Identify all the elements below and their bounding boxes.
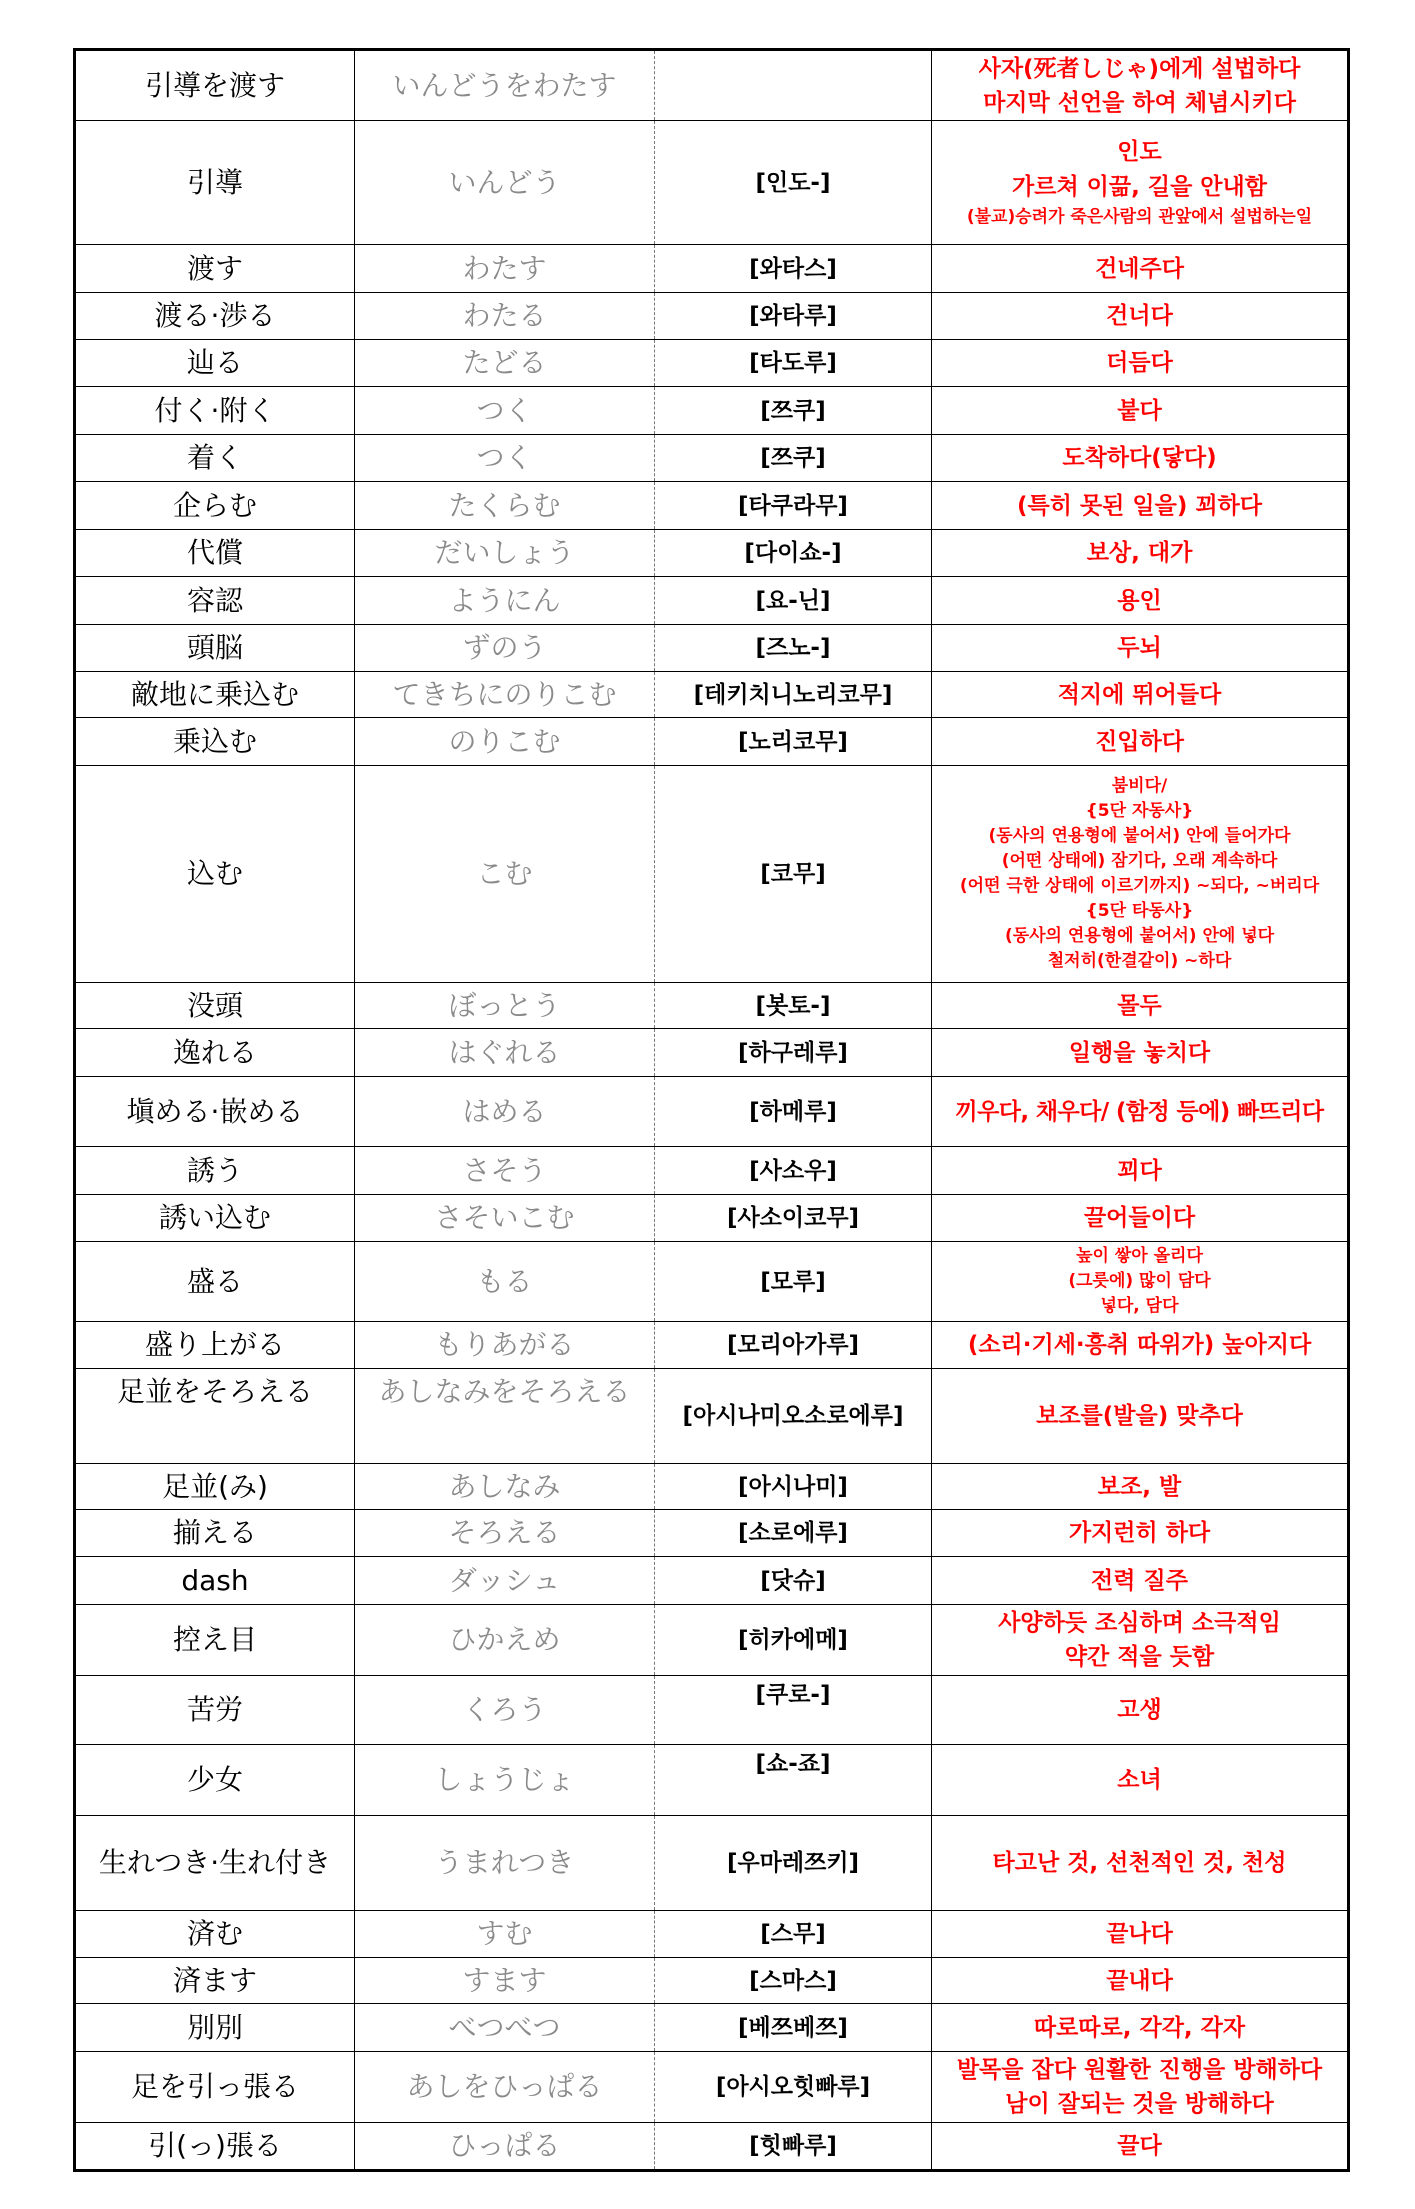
reading-cell: あしをひっぱる [355, 2052, 655, 2123]
meaning-cell: 건너다 [932, 293, 1349, 340]
word-cell: 誘い込む [75, 1195, 355, 1242]
reading-cell: あしなみをそろえる [355, 1369, 655, 1464]
vocab-row [75, 1369, 1349, 1464]
meaning-cell [932, 766, 1349, 983]
reading-cell: たくらむ [355, 482, 655, 530]
meaning-cell: 두뇌 [932, 625, 1349, 672]
meaning-cell [932, 1242, 1349, 1322]
word-cell: 別別 [75, 2004, 355, 2052]
meaning-line: (어떤 극한 상태에 이르기까지) ~되다, ~버리다 [959, 876, 1320, 896]
vocab-row [75, 1816, 1349, 1911]
reading-cell: くろう [355, 1676, 655, 1745]
meaning-line: 남이 잘되는 것을 방해하다 [1005, 2091, 1274, 2117]
meaning-cell: 건네주다 [932, 245, 1349, 293]
word-cell: 済ます [75, 1958, 355, 2004]
meaning-line: 붐비다/ [1111, 776, 1168, 796]
word-cell: 乗込む [75, 718, 355, 766]
vocab-row [75, 1242, 1349, 1322]
vocab-row [75, 50, 1349, 121]
pronunciation-cell: [모리아가루] [655, 1322, 932, 1369]
meaning-line: {5단 타동사} [1085, 901, 1194, 921]
word-cell: 盛る [75, 1242, 355, 1322]
meaning-line: (불교)승려가 죽은사람의 관앞에서 설법하는일 [966, 207, 1313, 227]
vocab-row [75, 766, 1349, 983]
meaning-cell [932, 1605, 1349, 1676]
pronunciation-cell: [쯔쿠] [655, 435, 932, 482]
word-cell: 着く [75, 435, 355, 482]
word-cell: 引(っ)張る [75, 2123, 355, 2171]
meaning-cell: (소리·기세·흥취 따위가) 높아지다 [932, 1322, 1349, 1369]
pronunciation-cell: [힛빠루] [655, 2123, 932, 2171]
reading-cell: あしなみ [355, 1464, 655, 1510]
reading-cell: ようにん [355, 577, 655, 625]
meaning-cell: 고생 [932, 1676, 1349, 1745]
reading-cell: べつべつ [355, 2004, 655, 2052]
word-cell: 頭脳 [75, 625, 355, 672]
word-cell: 足並をそろえる [75, 1369, 355, 1464]
meaning-line: 넣다, 담다 [1100, 1296, 1179, 1316]
word-cell: 渡す [75, 245, 355, 293]
vocab-row [75, 1510, 1349, 1557]
reading-cell: つく [355, 435, 655, 482]
reading-cell: しょうじょ [355, 1745, 655, 1816]
pronunciation-cell: [닷슈] [655, 1557, 932, 1605]
vocab-row [75, 1147, 1349, 1195]
pronunciation-cell: [타쿠라무] [655, 482, 932, 530]
meaning-cell: (특히 못된 일을) 꾀하다 [932, 482, 1349, 530]
vocab-row [75, 1029, 1349, 1077]
vocab-row [75, 1322, 1349, 1369]
word-cell: 没頭 [75, 983, 355, 1029]
meaning-cell: 보조, 발 [932, 1464, 1349, 1510]
pronunciation-cell: [다이쇼-] [655, 530, 932, 577]
meaning-cell: 소녀 [932, 1745, 1349, 1816]
pronunciation-cell: [요-닌] [655, 577, 932, 625]
word-cell: 企らむ [75, 482, 355, 530]
meaning-line: {5단 자동사} [1085, 801, 1194, 821]
vocab-row [75, 245, 1349, 293]
pronunciation-cell: [와타루] [655, 293, 932, 340]
vocab-table [73, 48, 1350, 2172]
pronunciation-cell: [사소우] [655, 1147, 932, 1195]
word-cell: 揃える [75, 1510, 355, 1557]
vocab-row [75, 1676, 1349, 1745]
meaning-line: (어떤 상태에) 잠기다, 오래 계속하다 [1001, 851, 1278, 871]
reading-cell: わたす [355, 245, 655, 293]
meaning-cell: 보상, 대가 [932, 530, 1349, 577]
pronunciation-cell: [쇼-죠] [655, 1745, 932, 1816]
reading-cell: もりあがる [355, 1322, 655, 1369]
meaning-line: 마지막 선언을 하여 체념시키다 [983, 89, 1296, 116]
pronunciation-cell: [노리코무] [655, 718, 932, 766]
pronunciation-cell: [테키치니노리코무] [655, 672, 932, 718]
meaning-line: 높이 쌓아 올리다 [1076, 1246, 1203, 1266]
reading-cell: つく [355, 387, 655, 435]
meaning-line: (동사의 연용형에 붙어서) 안에 들어가다 [988, 826, 1291, 846]
vocab-row [75, 2052, 1349, 2123]
meaning-line: (그릇에) 많이 담다 [1068, 1271, 1211, 1291]
word-cell: 誘う [75, 1147, 355, 1195]
vocab-row [75, 1557, 1349, 1605]
pronunciation-cell: [소로에루] [655, 1510, 932, 1557]
meaning-line: (동사의 연용형에 붙어서) 안에 넣다 [1004, 926, 1275, 946]
meaning-cell: 진입하다 [932, 718, 1349, 766]
reading-cell: もる [355, 1242, 655, 1322]
vocab-row [75, 435, 1349, 482]
meaning-line: 사양하듯 조심하며 소극적임 [998, 1610, 1281, 1636]
vocab-row [75, 340, 1349, 387]
reading-cell: ぼっとう [355, 983, 655, 1029]
reading-cell: はめる [355, 1077, 655, 1147]
vocab-row [75, 1745, 1349, 1816]
vocab-row [75, 1605, 1349, 1676]
reading-cell: すます [355, 1958, 655, 2004]
vocab-row [75, 577, 1349, 625]
reading-cell: ずのう [355, 625, 655, 672]
meaning-cell: 전력 질주 [932, 1557, 1349, 1605]
word-cell: 控え目 [75, 1605, 355, 1676]
word-cell: 引導を渡す [75, 50, 355, 121]
meaning-cell: 따로따로, 각각, 각자 [932, 2004, 1349, 2052]
word-cell: 容認 [75, 577, 355, 625]
word-cell: 盛り上がる [75, 1322, 355, 1369]
meaning-cell [932, 121, 1349, 245]
reading-cell: てきちにのりこむ [355, 672, 655, 718]
vocab-row [75, 672, 1349, 718]
word-cell: 敵地に乗込む [75, 672, 355, 718]
reading-cell: さそいこむ [355, 1195, 655, 1242]
vocab-row [75, 530, 1349, 577]
pronunciation-cell: [쯔쿠] [655, 387, 932, 435]
vocab-row [75, 1195, 1349, 1242]
meaning-cell: 몰두 [932, 983, 1349, 1029]
reading-cell: うまれつき [355, 1816, 655, 1911]
vocab-row [75, 2004, 1349, 2052]
pronunciation-cell: [사소이코무] [655, 1195, 932, 1242]
vocab-row [75, 1464, 1349, 1510]
reading-cell: ひかえめ [355, 1605, 655, 1676]
pronunciation-cell: [스무] [655, 1911, 932, 1958]
meaning-cell: 보조를(발을) 맞추다 [932, 1369, 1349, 1464]
word-cell: 込む [75, 766, 355, 983]
word-cell: 渡る·渉る [75, 293, 355, 340]
pronunciation-cell: [우마레쯔키] [655, 1816, 932, 1911]
pronunciation-cell: [모루] [655, 1242, 932, 1322]
pronunciation-cell: [타도루] [655, 340, 932, 387]
word-cell: 苦労 [75, 1676, 355, 1745]
reading-cell: ダッシュ [355, 1557, 655, 1605]
meaning-line: 사자(死者しじゃ)에게 설법하다 [978, 55, 1301, 82]
pronunciation-cell: [히카에메] [655, 1605, 932, 1676]
pronunciation-cell: [베쯔베쯔] [655, 2004, 932, 2052]
meaning-cell: 용인 [932, 577, 1349, 625]
reading-cell: さそう [355, 1147, 655, 1195]
vocab-row [75, 1077, 1349, 1147]
meaning-cell: 가지런히 하다 [932, 1510, 1349, 1557]
vocab-row [75, 625, 1349, 672]
word-cell: 辿る [75, 340, 355, 387]
reading-cell: ひっぱる [355, 2123, 655, 2171]
meaning-cell: 끼우다, 채우다/ (함정 등에) 빠뜨리다 [932, 1077, 1349, 1147]
meaning-cell [932, 2052, 1349, 2123]
pronunciation-cell: [하메루] [655, 1077, 932, 1147]
pronunciation-cell: [스마스] [655, 1958, 932, 2004]
meaning-cell: 끝나다 [932, 1911, 1349, 1958]
meaning-cell: 끌어들이다 [932, 1195, 1349, 1242]
meaning-cell: 끌다 [932, 2123, 1349, 2171]
reading-cell: だいしょう [355, 530, 655, 577]
vocab-row [75, 1958, 1349, 2004]
word-cell: 代償 [75, 530, 355, 577]
meaning-line: 가르쳐 이끎, 길을 안내함 [1012, 174, 1267, 200]
word-cell: 足並(み) [75, 1464, 355, 1510]
meaning-cell: 꾀다 [932, 1147, 1349, 1195]
meaning-line: 약간 적을 듯함 [1064, 1644, 1215, 1670]
pronunciation-cell: [코무] [655, 766, 932, 983]
reading-cell: いんどうをわたす [355, 50, 655, 121]
pronunciation-cell: [하구레루] [655, 1029, 932, 1077]
vocab-row [75, 2123, 1349, 2171]
reading-cell: いんどう [355, 121, 655, 245]
reading-cell: すむ [355, 1911, 655, 1958]
word-cell: 済む [75, 1911, 355, 1958]
pronunciation-cell: [쿠로-] [655, 1676, 932, 1745]
pronunciation-cell: [봇토-] [655, 983, 932, 1029]
meaning-line: 발목을 잡다 원활한 진행을 방해하다 [956, 2057, 1323, 2083]
reading-cell: そろえる [355, 1510, 655, 1557]
word-cell: 少女 [75, 1745, 355, 1816]
meaning-cell: 붙다 [932, 387, 1349, 435]
pronunciation-cell: [아시나미오소로에루] [655, 1369, 932, 1464]
meaning-cell: 도착하다(닿다) [932, 435, 1349, 482]
reading-cell: わたる [355, 293, 655, 340]
meaning-cell: 일행을 놓치다 [932, 1029, 1349, 1077]
pronunciation-cell: [아시나미] [655, 1464, 932, 1510]
vocab-row [75, 293, 1349, 340]
pronunciation-cell [655, 50, 932, 121]
word-cell: 逸れる [75, 1029, 355, 1077]
reading-cell: こむ [355, 766, 655, 983]
vocab-row [75, 983, 1349, 1029]
word-cell: 生れつき·生れ付き [75, 1816, 355, 1911]
reading-cell: のりこむ [355, 718, 655, 766]
vocab-row [75, 1911, 1349, 1958]
vocab-row [75, 387, 1349, 435]
meaning-cell: 적지에 뛰어들다 [932, 672, 1349, 718]
word-cell: dash [75, 1557, 355, 1605]
reading-cell: たどる [355, 340, 655, 387]
pronunciation-cell: [인도-] [655, 121, 932, 245]
meaning-cell: 끝내다 [932, 1958, 1349, 2004]
reading-cell: はぐれる [355, 1029, 655, 1077]
vocab-row [75, 482, 1349, 530]
word-cell: 引導 [75, 121, 355, 245]
pronunciation-cell: [와타스] [655, 245, 932, 293]
vocab-row [75, 718, 1349, 766]
meaning-line: 인도 [1117, 139, 1162, 165]
meaning-cell: 타고난 것, 선천적인 것, 천성 [932, 1816, 1349, 1911]
word-cell: 付く·附く [75, 387, 355, 435]
meaning-cell: 더듬다 [932, 340, 1349, 387]
meaning-line: 철저히(한결같이) ~하다 [1047, 951, 1232, 971]
meaning-cell [932, 50, 1349, 121]
vocab-row [75, 121, 1349, 245]
pronunciation-cell: [아시오힛빠루] [655, 2052, 932, 2123]
word-cell: 塡める·嵌める [75, 1077, 355, 1147]
word-cell: 足を引っ張る [75, 2052, 355, 2123]
pronunciation-cell: [즈노-] [655, 625, 932, 672]
